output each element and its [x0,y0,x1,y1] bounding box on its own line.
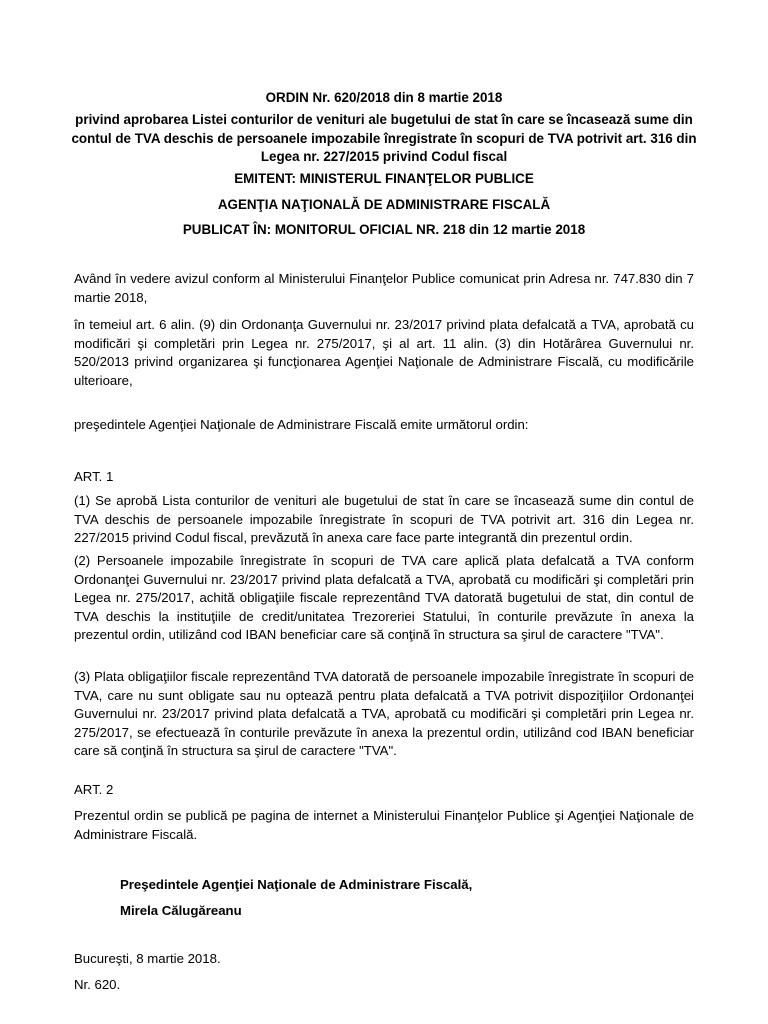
footer-place-date: Bucureşti, 8 martie 2018. [74,951,221,966]
document-agency: AGENŢIA NAŢIONALĂ DE ADMINISTRARE FISCALĂ [217,197,551,212]
document-emitent: EMITENT: MINISTERUL FINANŢELOR PUBLICE [234,171,534,186]
document-title: ORDIN Nr. 620/2018 din 8 martie 2018 [265,90,503,105]
preamble-president: preşedintele Agenţiei Naţionale de Administrare Fiscală emite următorul ordin: [74,417,529,432]
article-2-paragraph: Prezentul ordin se publică pe pagina de internet a Ministerului Finanţelor Publice şi Agenţiei Naţionale de Administrare Fiscală. [74,808,694,842]
preamble-intro-2: în temeiul art. 6 alin. (9) din Ordonanţa Guvernului nr. 23/2017 privind plata defalcată a TVA, aprobată cu modificări şi completări prin Legea nr. 275/2017, şi al art. 11 alin. (3) din Hotărârea Guvernului nr. 520/2013 privind organizarea şi funcţionarea Agenţiei Naţionale de Administrare Fiscală, cu modificările ulterioare, [74,317,694,388]
article-1-paragraph-1: (1) Se aprobă Lista conturilor de venituri ale bugetului de stat în care se încasează sume din contul de TVA deschis de persoanele impozabile înregistrate în scopuri de TVA potrivit art. 316 din Legea nr. 227/2015 privind Codul fiscal, prevăzută în anexa care face parte integrantă din prezentul ordin. [74,493,694,546]
article-1-paragraph-3: (3) Plata obligaţiilor fiscale reprezentând TVA datorată de persoanele impozabile înregistrate în scopuri de TVA, care nu sunt obligate sau nu optează pentru plata defalcată a TVA potrivit dispoziţiilor Ordonanţei Guvernului nr. 23/2017 privind plata defalcată a TVA, aprobată cu modificări şi completări prin Legea nr. 275/2017, se efectuează în conturile prevăzute în anexa la prezentul ordin, utilizând cod IBAN beneficiar care să conţină în structura sa şirul de caractere "TVA". [74,669,694,759]
footer-number: Nr. 620. [74,977,121,992]
preamble-intro-1: Având în vedere avizul conform al Ministerului Finanţelor Publice comunicat prin Adresa nr. 747.830 din 7 martie 2018, [74,271,694,305]
document-subtitle: privind aprobarea Listei conturilor de venituri ale bugetului de stat în care se încasează sume din contul de TVA deschis de persoanele impozabile înregistrate în scopuri de TVA potrivit art. 316 din Legea nr. 227/2015 privind Codul fiscal [71,112,697,164]
document-published: PUBLICAT ÎN: MONITORUL OFICIAL NR. 218 din 12 martie 2018 [182,222,586,237]
article-2-heading: ART. 2 [74,782,114,797]
article-1-paragraph-2: (2) Persoanele impozabile înregistrate în scopuri de TVA care aplică plata defalcată a TVA conform Ordonanţei Guvernului nr. 23/2017 privind plata defalcată a TVA, aprobată cu modificări şi completări prin Legea nr. 275/2017, achită obligaţiile fiscale reprezentând TVA datorată bugetului de stat, din contul de TVA deschis la instituţiile de credit/unitatea Trezoreriei Statului, în conturile prevăzute în anexa la prezentul ordin, utilizând cod IBAN beneficiar care să conţină în structura sa şirul de caractere "TVA". [74,553,694,643]
article-1-heading: ART. 1 [74,469,114,484]
signature-name: Mirela Călugăreanu [120,903,242,918]
signature-role: Preşedintele Agenţiei Naţionale de Administrare Fiscală, [120,877,473,892]
